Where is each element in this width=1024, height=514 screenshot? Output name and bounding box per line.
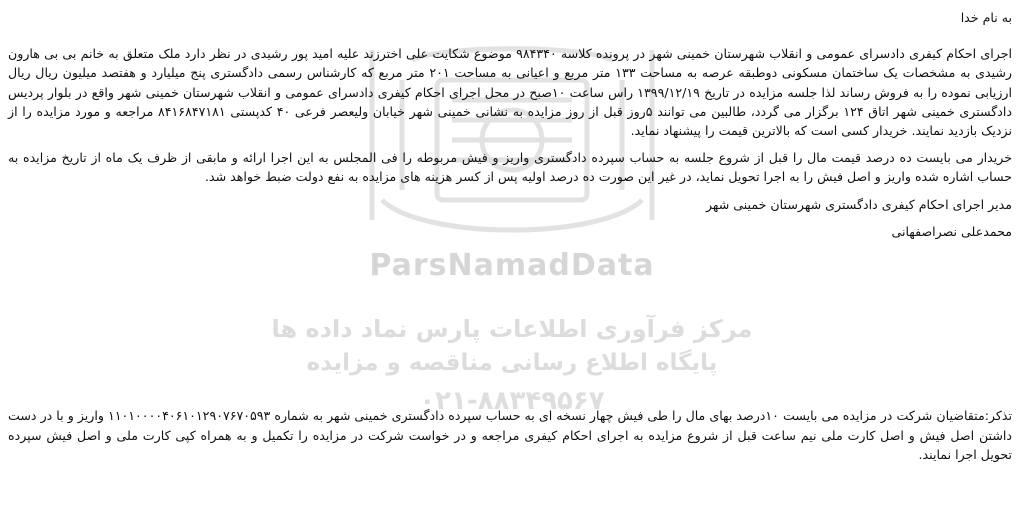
signature-role: مدیر اجرای احکام کیفری دادگستری شهرستان خمینی شهر xyxy=(705,196,1012,212)
watermark-phone: ۰۲۱-۸۸۳۴۹۵۶۷ xyxy=(419,386,605,416)
auction-paragraph-2: خریدار می بایست ده درصد قیمت مال را قبل از شروع جلسه به حساب سپرده دادگستری واریز و فیش مربوطه را فی المجلس به این اجرا ارائه و مابقی از ظرف یک ماه از تاریخ مزایده به حساب اشاره شده واریز و اصل فیش را به اجرا تحویل نماید، در غیر این صورت ده درصد اولیه پس از کسر هزینه های مزایده به نفع دولت ضبط خواهد شد. xyxy=(8,150,1012,185)
document-body xyxy=(8,8,1012,241)
signature-name: محمدعلی نصراصفهانی xyxy=(891,223,1012,239)
watermark-line-2: پایگاه اطلاع رسانی مناقصه و مزایده xyxy=(306,350,718,376)
document-heading: به نام خدا xyxy=(960,10,1012,25)
note-paragraph: تذکر:متقاضیان شرکت در مزایده می بایست ۱۰درصد بهای مال را طی فیش چهار نسخه ای به حساب سپرده دادگستری خمینی شهر به شماره ۱۱۰۱۰۰۰۰۴۰۶۱۰۱۲۹۰۷۶۷۰۵۹۳ واریز و با در دست داشتن اصل فیش و اصل کارت ملی نیم ساعت قبل از شروع مزایده به اجرای احکام کیفری مراجعه و در خواست شرکت در مزایده را تکمیل و به همراه کپی کارت ملی و اصل فیش سپرده تحویل اجرا نمایند. xyxy=(8,408,1012,463)
watermark-brand: ParsNamadData xyxy=(369,248,655,283)
auction-paragraph-1: اجرای احکام کیفری دادسرای عمومی و انقلاب شهرستان خمینی شهر در پرونده کلاسه ۹۸۴۳۴۰ موضوع شکایت علی اخترزند علیه امید پور رشیدی در نظر دارد ملک متعلق به خانم بی بی هارون رشیدی به مشخصات یک ساختمان مسکونی دوطبقه عرصه به مساحت ۱۳۳ متر مربع و اعیانی به مساحت ۲۰۱ متر مربع که کارشناس رسمی دادگستری پنج میلیارد و هفتصد میلیون ریال ریال ارزیابی نموده را به فروش رساند لذا جلسه مزایده در تاریخ ۱۳۹۹/۱۲/۱۹ راس ساعت ۱۰صبح در محل اجرای احکام کیفری دادسرای عمومی و انقلاب شهرستان خمینی شهر واقع در بلوار پردیس دادگستری خمینی شهر اتاق ۱۲۴ برگزار می گردد، طالبین می توانند ۵روز قبل از روز مزایده به نشانی خمینی شهر خیابان ولیعصر فرعی ۴۰ کدپستی ۸۴۱۶۸۴۷۱۸۱ مراجعه و مورد مزایده را از نزدیک بازدید نمایند. خریدار کسی است که بالاترین قیمت را پیشنهاد نماید. xyxy=(8,46,1013,139)
watermark-line-1: مرکز فرآوری اطلاعات پارس نماد داده ها xyxy=(271,315,753,343)
